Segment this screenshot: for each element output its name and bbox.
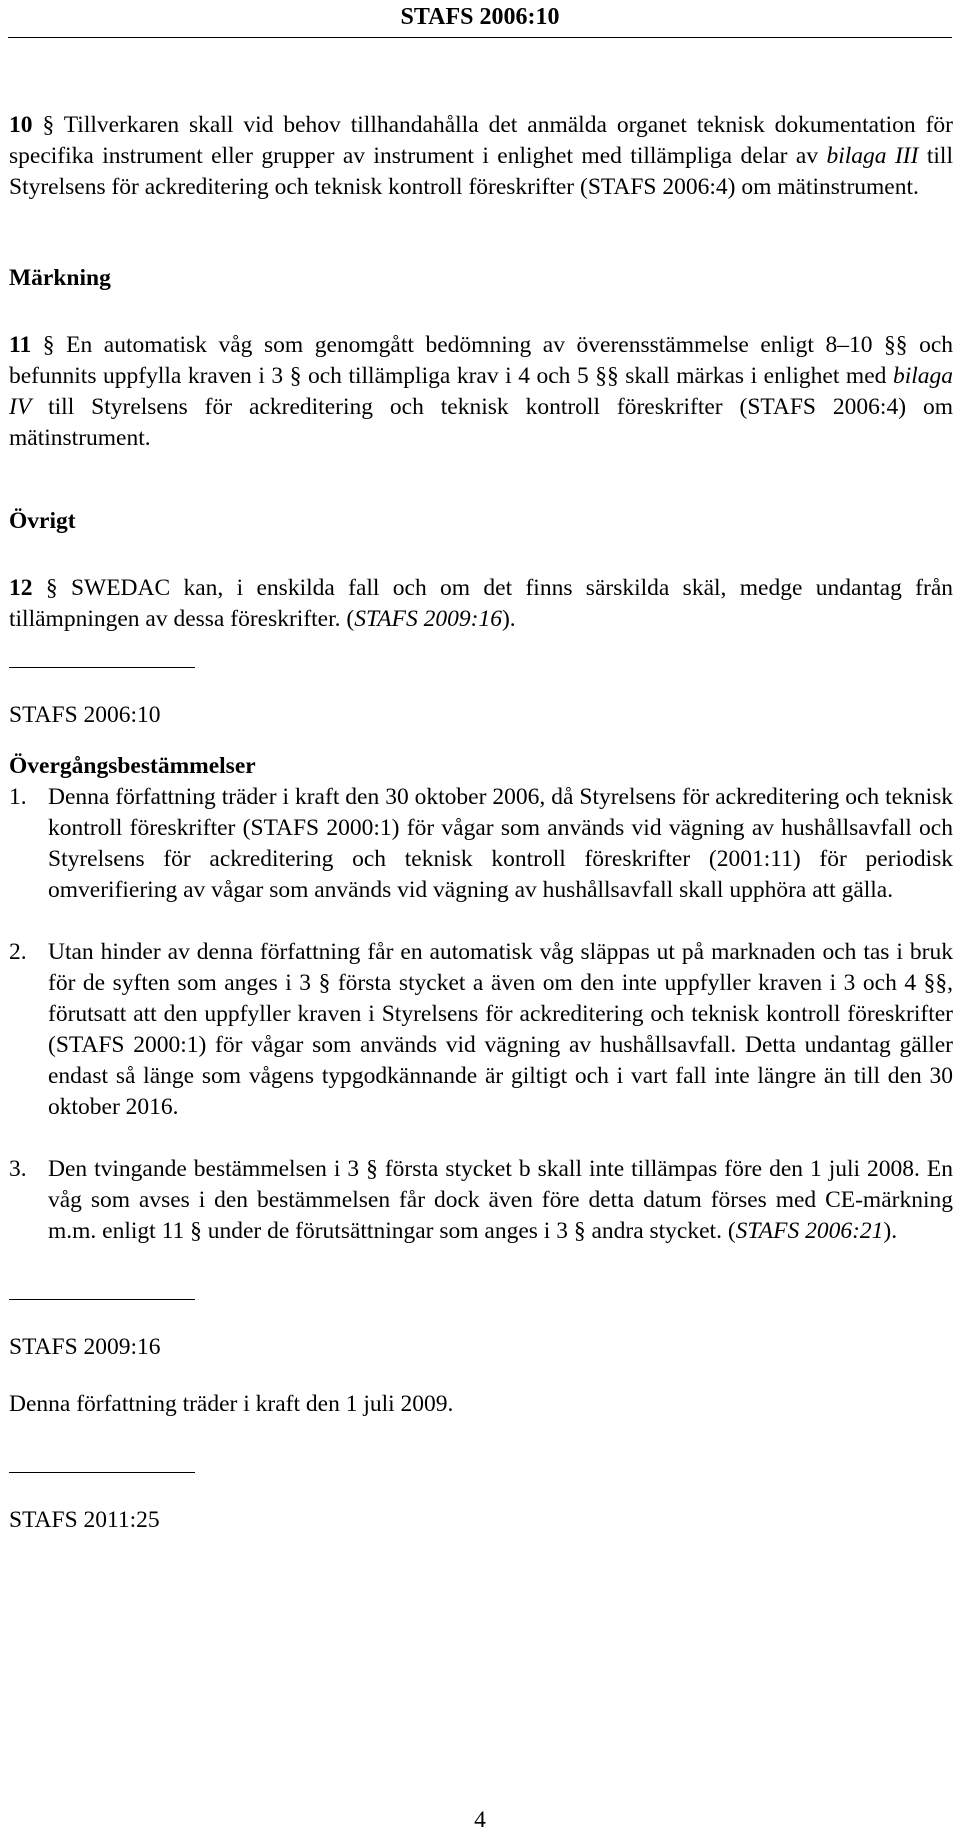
reference-italic: bilaga IV	[9, 363, 953, 420]
list-item-marker: 3.	[9, 1156, 27, 1182]
paragraph-10	[9, 110, 953, 203]
paragraph-text: Tillverkaren skall vid behov tillhandahålla det anmälda organet teknisk dokumentation för specifika instrument eller grupper av instrument i enlighet med tillämpliga delar av	[9, 112, 954, 169]
section-sign: §	[45, 575, 58, 601]
paragraph-number: 12	[9, 575, 33, 601]
list-item-text: Utan hinder av denna författning får en automatisk våg släppas ut på marknaden och tas i bruk för de syften som anges i 3 § första stycket a även om den inte uppfyller kraven i 3 och 4 §§, förutsatt att den uppfyller kraven i Styrelsens för ackreditering och teknisk kontroll föreskrifter (STAFS 2000:1) för vågar som används vid vägning av hushållsavfall. Detta undantag gäller endast så länge som vågens typgodkännande är giltigt och i vart fall inte längre än till den 30 oktober 2016.	[48, 939, 953, 1120]
amendment-code: STAFS 2006:10	[9, 702, 161, 728]
transitional-provisions-list	[9, 782, 953, 1247]
paragraph-number: 10	[9, 112, 33, 138]
reference-italic: STAFS 2006:21	[735, 1218, 884, 1244]
amendment-divider	[9, 1299, 195, 1300]
list-item-text: Denna författning träder i kraft den 30 oktober 2006, då Styrelsens för ackreditering och teknisk kontroll föreskrifter (STAFS 2000:1) för vågar som används vid vägning av hushållsavfall och Styrelsens för ackreditering och teknisk kontroll föreskrifter (2001:11) för periodisk omverifiering av vågar som används vid vägning av hushållsavfall skall upphöra att gälla.	[48, 784, 953, 903]
list-item-marker: 1.	[9, 784, 27, 810]
amendment-divider	[9, 667, 195, 668]
amendment-text: Denna författning träder i kraft den 1 juli 2009.	[9, 1391, 454, 1417]
paragraph-text: ).	[501, 606, 516, 632]
paragraph-number: 11	[9, 332, 32, 358]
amendment-divider	[9, 1472, 195, 1473]
list-item-marker: 2.	[9, 939, 27, 965]
section-heading-marking: Märkning	[9, 265, 111, 291]
section-sign: §	[42, 112, 55, 138]
document-body	[9, 110, 953, 1536]
header-divider	[8, 37, 952, 38]
section-sign: §	[42, 332, 55, 358]
list-item-text: ).	[883, 1218, 898, 1244]
amendment-code: STAFS 2009:16	[9, 1334, 161, 1360]
amendment-code: STAFS 2011:25	[9, 1507, 160, 1533]
paragraph-text: En automatisk våg som genomgått bedömning av överensstämmelse enligt 8–10 §§ och befunnits uppfylla kraven i 3 § och tillämpliga krav i 4 och 5 §§ skall märkas i enlighet med	[9, 332, 954, 389]
paragraph-11	[9, 330, 953, 454]
list-item	[9, 937, 953, 1123]
reference-italic: bilaga III	[826, 143, 919, 169]
paragraph-text: till Styrelsens för ackreditering och teknisk kontroll föreskrifter (STAFS 2006:4) om mätinstrument.	[9, 394, 953, 451]
list-item	[9, 1154, 953, 1247]
transitional-provisions-heading: Övergångsbestämmelser	[9, 753, 256, 779]
list-item-text: Den tvingande bestämmelsen i 3 § första stycket b skall inte tillämpas före den 1 juli 2008. En våg som avses i den bestämmelsen får dock även före detta datum förses med CE-märkning m.m. enligt 11 § under de förutsättningar som anges i 3 § andra stycket. (	[48, 1156, 953, 1244]
section-heading-other: Övrigt	[9, 508, 76, 534]
reference-italic: STAFS 2009:16	[354, 606, 502, 632]
page-header-title: STAFS 2006:10	[400, 4, 560, 30]
paragraph-12	[9, 573, 953, 635]
page-number: 4	[474, 1807, 486, 1833]
list-item	[9, 782, 953, 906]
paragraph-text: till Styrelsens för ackreditering och teknisk kontroll föreskrifter (STAFS 2006:4) om mätinstrument.	[9, 143, 953, 200]
paragraph-text: SWEDAC kan, i enskilda fall och om det finns särskilda skäl, medge undantag från tillämpningen av dessa föreskrifter. (	[9, 575, 954, 632]
